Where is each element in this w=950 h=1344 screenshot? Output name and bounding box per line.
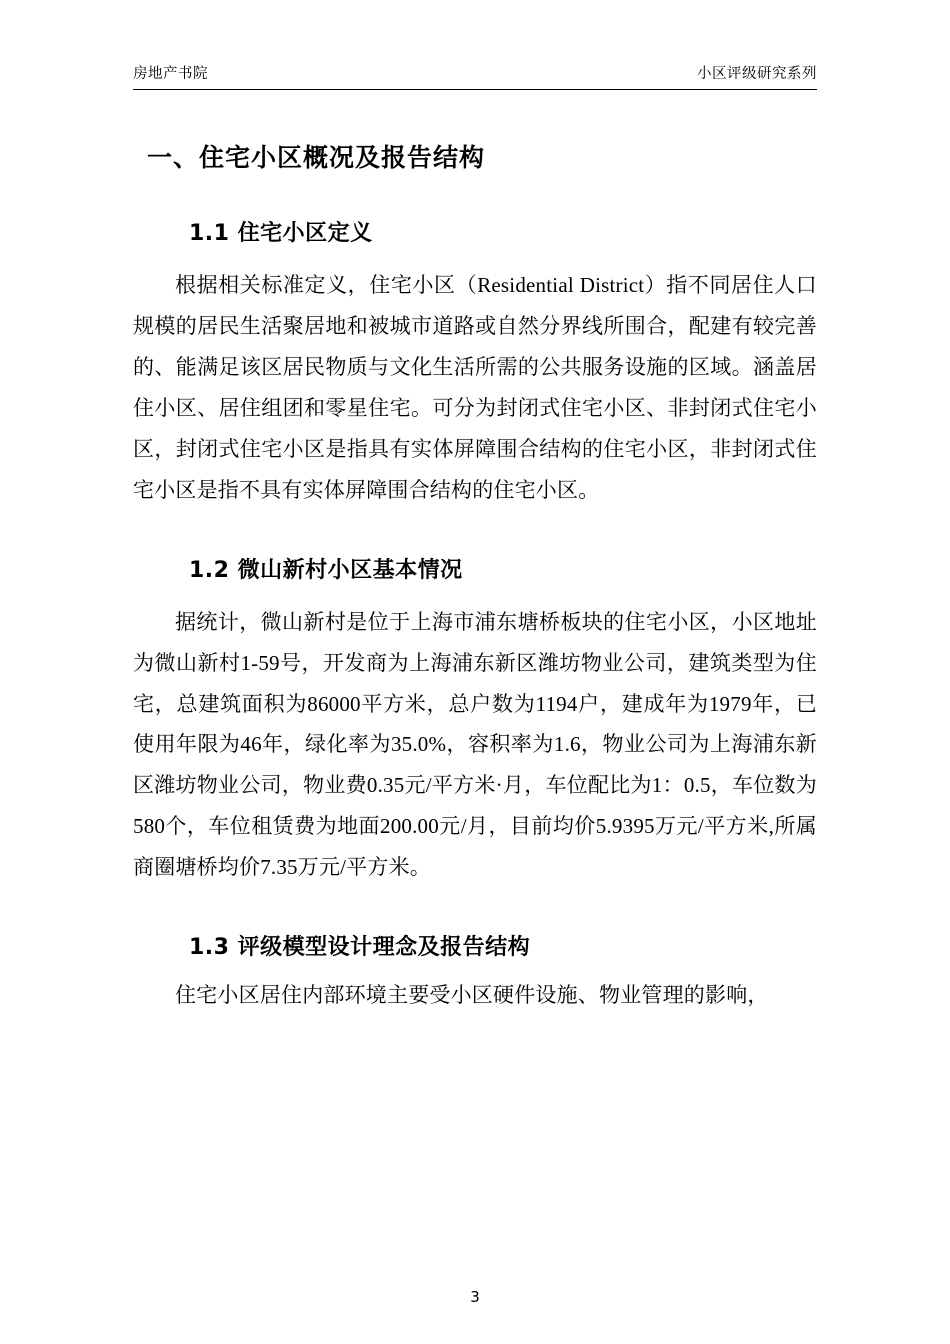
- page-number: 3: [470, 1288, 480, 1306]
- section-heading-1-3: 1.3 评级模型设计理念及报告结构: [189, 935, 531, 961]
- page-content: [133, 60, 817, 1275]
- section-heading-1-1: 1.1 住宅小区定义: [189, 221, 373, 246]
- section-paragraph-1-1: 根据相关标准定义，住宅小区（Residential District）指不同居住人口规模的居民生活聚居地和被城市道路或自然分界线所围合，配建有较完善的、能满足该区居民物质与文化生活所需的公共服务设施的区域。涵盖居住小区、居住组团和零星住宅。可分为封闭式住宅小区、非封闭式住宅小区，封闭式住宅小区是指具有实体屏障围合结构的住宅小区，非封闭式住宅小区是指不具有实体屏障围合结构的住宅小区。: [133, 273, 817, 502]
- header-left-text: 房地产书院: [133, 66, 208, 82]
- header-right-text: 小区评级研究系列: [697, 66, 817, 82]
- section-paragraph-1-2: 据统计，微山新村是位于上海市浦东塘桥板块的住宅小区，小区地址为微山新村1-59号，开发商为上海浦东新区潍坊物业公司，建筑类型为住宅，总建筑面积为86000平方米，总户数为1194户，建成年为1979年，已使用年限为46年，绿化率为35.0%，容积率为1.6，物业公司为上海浦东新区潍坊物业公司，物业费0.35元/平方米·月，车位配比为1：0.5，车位数为580个，车位租赁费为地面200.00元/月，目前均价5.9395万元/平方米,所属商圈塘桥均价7.35万元/平方米。: [133, 609, 817, 880]
- chapter-heading: 一、住宅小区概况及报告结构: [147, 143, 486, 172]
- section-heading-1-2: 1.2 微山新村小区基本情况: [189, 557, 463, 583]
- page-header: [133, 60, 817, 90]
- section-paragraph-1-3: 住宅小区居住内部环境主要受小区硬件设施、物业管理的影响，: [175, 983, 769, 1008]
